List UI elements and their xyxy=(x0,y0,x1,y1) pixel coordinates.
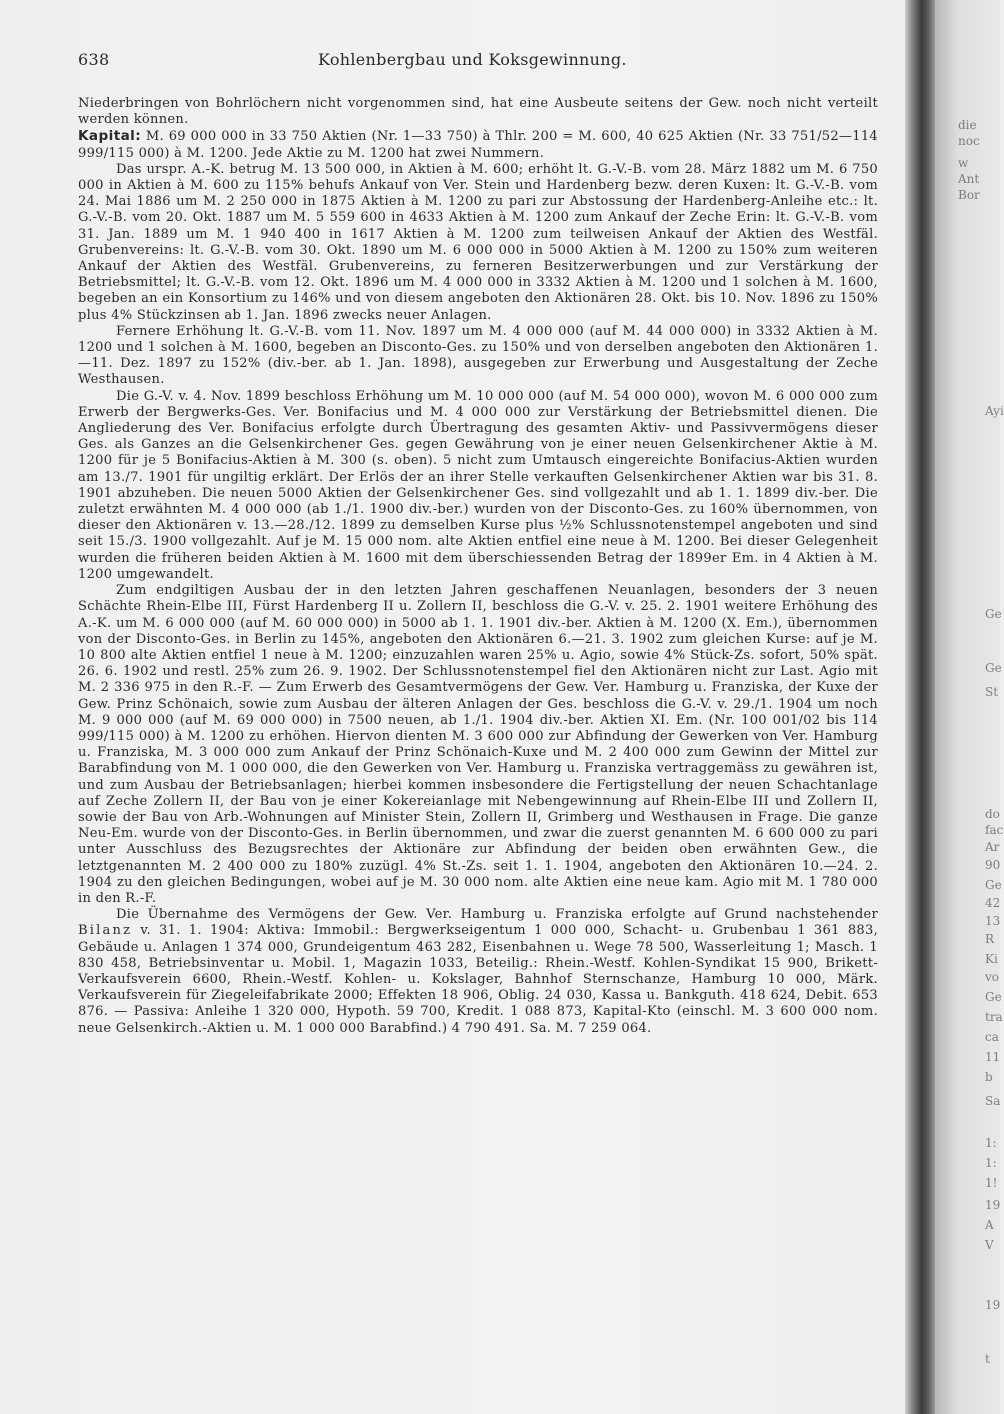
capital-text: M. 69 000 000 in 33 750 Aktien (Nr. 1—33 750) à Thlr. 200 = M. 600, 40 625 Aktien (Nr. 33 751/52—114 999/115 000) à M. 1200. Jede Aktie zu M. 1200 hat zwei Nummern. xyxy=(78,129,878,161)
capital-paragraph xyxy=(78,128,878,161)
facing-page-fragment: St xyxy=(985,685,999,699)
running-title: Kohlenbergbau und Koksgewinnung. xyxy=(318,50,627,69)
facing-page-fragment: 1! xyxy=(985,1176,998,1190)
facing-page-fragment: Ar xyxy=(985,840,1000,854)
facing-page-fragment: t xyxy=(985,1352,990,1366)
facing-page-fragment: 42 xyxy=(985,896,1001,910)
facing-page-fragment: 13 xyxy=(985,914,1001,928)
facing-page-fragment: vo xyxy=(985,970,1000,984)
capital-label: Kapital: xyxy=(78,128,142,145)
facing-page-fragment: R xyxy=(985,932,995,946)
facing-page-fragment: tra xyxy=(985,1010,1003,1024)
facing-page-fragment: Ge xyxy=(985,607,1002,621)
facing-page-fragment: Ayi xyxy=(985,404,1004,418)
paragraph-1901-1904-increase: Zum endgiltigen Ausbau der in den letzten Jahren geschaffenen Neuanlagen, besonders der 3 neuen Schächte Rhein-Elbe III, Fürst Hardenberg II u. Zollern II, beschloss die G.-V. v. 25. 2. 1901 weitere Erhöhung des A.-K. um M. 6 000 000 (auf M. 60 000 000) in 5000 ab 1. 1. 1901 div.-ber. Aktien à M. 1200 (X. Em.), übernommen von der Disconto-Ges. in Berlin zu 145%, angeboten den Aktionären 6.—21. 3. 1902 zum gleichen Kurse: auf je M. 10 800 alte Aktien entfiel 1 neue à M. 1200; einzuzahlen waren 25% u. Agio, sowie 4% Stück-Zs. sofort, 50% spät. 26. 6. 1902 und restl. 25% zum 26. 9. 1902. Der Schlussnotenstempel fiel den Aktionären nicht zur Last. Agio mit M. 2 336 975 in den R.-F. — Zum Erwerb des Gesamtvermögens der Gew. Ver. Hamburg u. Franziska, der Kuxe der Gew. Prinz Schönaich, sowie zum Ausbau der älteren Anlagen der Ges. beschloss die G.-V. v. 29./1. 1904 um noch M. 9 000 000 (auf M. 69 000 000) in 7500 neuen, ab 1./1. 1904 div.-ber. Aktien XI. Em. (Nr. 100 001/02 bis 114 999/115 000) à M. 1200 zu erhöhen. Hiervon dienten M. 3 600 000 zur Abfindung der Gewerken von Ver. Hamburg u. Franziska, M. 3 000 000 zum Ankauf der Prinz Schönaich-Kuxe und M. 2 400 000 zum Gewinn der Mittel zur Barabfindung von M. 1 000 000, die den Gewerken von Ver. Hamburg u. Franziska vertraggemäss zu gewähren ist, und zum Ausbau der Betriebsanlagen; hierbei kommen insbesondere die Fertigstellung der neuen Schachtanlage auf Zeche Zollern II, der Bau von je einer Kokereianlage mit Nebengewinnung auf Rhein-Elbe III und Zollern II, sowie der Bau von Arb.-Wohnungen auf Minister Stein, Zollern II, Grimberg und Westhausen in Frage. Die ganze Neu-Em. wurde von der Disconto-Ges. in Berlin übernommen, und zwar die zuerst genannten M. 6 600 000 zu pari unter Ausschluss des Bezugsrechtes der Aktionäre zur Abfindung der beiden oben erwähnten Gew., die letztgenannten M. 2 400 000 zu 180% zuzügl. 4% St.-Zs. seit 1. 1. 1904, angeboten den Aktionären 10.—24. 2. 1904 zu den gleichen Bedingungen, wobei auf je M. 30 000 nom. alte Aktien eine neue kam. Agio mit M. 1 780 000 in den R.-F. xyxy=(78,583,878,906)
facing-page-fragment: Bor xyxy=(958,188,980,202)
facing-page-fragment: w xyxy=(958,156,969,170)
facing-page-fragment: fac xyxy=(985,823,1004,837)
facing-page-fragment: Ki xyxy=(985,952,998,966)
facing-page-fragment: noc xyxy=(958,134,980,148)
facing-page-fragment: 19 xyxy=(985,1298,1001,1312)
facing-page-fragment: die xyxy=(958,118,977,132)
page-header xyxy=(78,50,878,74)
paragraph-share-history: Das urspr. A.-K. betrug M. 13 500 000, in Aktien à M. 600; erhöht lt. G.-V.-B. vom 28. März 1882 um M. 6 750 000 in Aktien à M. 600 zu 115% behufs Ankauf von Ver. Stein und Hardenberg bezw. deren Kuxen: lt. G.-V.-B. vom 24. Mai 1886 um M. 2 250 000 in 1875 Aktien à M. 1200 zu pari zur Abstossung der Hardenberg-Anleihe etc.: lt. G.-V.-B. vom 20. Okt. 1887 um M. 5 559 600 in 4633 Aktien à M. 1200 zum Ankauf der Zeche Erin: lt. G.-V.-B. vom 31. Jan. 1889 um M. 1 940 400 in 1617 Aktien à M. 1200 zum teilweisen Ankauf der Aktien des Westfäl. Grubenvereins: lt. G.-V.-B. vom 30. Okt. 1890 um M. 6 000 000 in 5000 Aktien à M. 1200 zu 150% zum weiteren Ankauf der Aktien des Westfäl. Grubenvereins, zu ferneren Besitzerwerbungen und zur Verstärkung der Betriebsmittel; lt. G.-V.-B. vom 12. Okt. 1896 um M. 4 000 000 in 3332 Aktien à M. 1200 und 1 solchen à M. 1600, begeben an ein Konsortium zu 146% und von diesem angeboten den Aktionären 28. Okt. bis 10. Nov. 1896 zu 150% plus 4% Stückzinsen ab 1. Jan. 1896 zwecks neuer Anlagen. xyxy=(78,161,878,323)
facing-page-fragment: 11 xyxy=(985,1050,1001,1064)
balance-heading: Bilanz xyxy=(78,923,133,939)
facing-page-fragment: 1: xyxy=(985,1136,997,1150)
facing-page-fragment: V xyxy=(985,1238,994,1252)
facing-page-fragment: Ge xyxy=(985,661,1002,675)
balance-details: v. 31. 1. 1904: Aktiva: Immobil.: Bergwerkseigentum 1 000 000, Schacht- u. Grubenbau 1 361 883, Gebäude u. Anlagen 1 374 000, Grundeigentum 463 282, Eisenbahnen u. Wege 78 500, Wasserleitung 1; Masch. 1 830 458, Betriebsinventar u. Mobil. 1, Magazin 1033, Beteilig.: Rhein.-Westf. Kohlen-Syndikat 15 900, Brikett-Verkaufsverein 6600, Rhein.-Westf. Kohlen- u. Kokslager, Bahnhof Sternschanze, Hamburg 10 000, Märk. Verkaufsverein für Ziegeleifabrikate 2000; Effekten 18 906, Oblig. 24 030, Kassa u. Bankguth. 418 624, Debit. 653 876. — Passiva: Anleihe 1 320 000, Hypoth. 59 700, Kredit. 1 088 873, Kapital-Kto (einschl. M. 3 600 000 nom. neue Gelsenkirch.-Aktien u. M. 1 000 000 Barabfind.) 4 790 491. Sa. M. 7 259 064. xyxy=(78,923,878,1036)
facing-page-fragment: Ge xyxy=(985,990,1002,1004)
paragraph-balance xyxy=(78,907,878,1037)
facing-page-fragment: Ant xyxy=(958,172,980,186)
facing-page-fragment: ca xyxy=(985,1030,999,1044)
body-text xyxy=(78,96,878,1037)
facing-page-fragment: A xyxy=(985,1218,994,1232)
facing-page-fragment: Sa xyxy=(985,1094,1001,1108)
paragraph-1897-increase: Fernere Erhöhung lt. G.-V.-B. vom 11. Nov. 1897 um M. 4 000 000 (auf M. 44 000 000) in 3332 Aktien à M. 1200 und 1 solchen à M. 1600, begeben an Disconto-Ges. zu 150% und von derselben angeboten den Aktionären 1.—11. Dez. 1897 zu 152% (div.-ber. ab 1. Jan. 1898), ausgegeben zur Erwerbung und Ausgestaltung der Zeche Westhausen. xyxy=(78,323,878,388)
page-number: 638 xyxy=(78,50,110,69)
facing-page-fragment: do xyxy=(985,807,1000,821)
paragraph-1899-increase: Die G.-V. v. 4. Nov. 1899 beschloss Erhöhung um M. 10 000 000 (auf M. 54 000 000), wovon M. 6 000 000 zum Erwerb der Bergwerks-Ges. Ver. Bonifacius und M. 4 000 000 zur Verstärkung der Betriebsmittel dienen. Die Angliederung des Ver. Bonifacius erfolgte durch Übertragung des gesamten Aktiv- und Passivvermögens dieser Ges. als Ganzes an die Gelsenkirchener Ges. gegen Gewährung von je einer neuen Gelsenkirchener Aktie à M. 1200 für je 5 Bonifacius-Aktien à M. 300 (s. oben). 5 nicht zum Umtausch eingereichte Bonifacius-Aktien wurden am 13./7. 1901 für ungiltig erklärt. Der Erlös der an ihrer Stelle verkauften Gelsenkirchener Aktien war bis 31. 8. 1901 abzuheben. Die neuen 5000 Aktien der Gelsenkirchener Ges. sind vollgezahlt und ab 1. 1. 1899 div.-ber. Die zuletzt erwähnten M. 4 000 000 (ab 1./1. 1900 div.-ber.) wurden von der Disconto-Ges. zu 160% übernommen, von dieser den Aktionären v. 13.—28./12. 1899 zu demselben Kurse plus ½% Schlussnotenstempel angeboten und sind seit 15./3. 1900 vollgezahlt. Auf je M. 15 000 nom. alte Aktien entfiel eine neue à M. 1200. Bei dieser Gelegenheit wurden die früheren beiden Aktien à M. 1600 mit dem überschiessenden Betrag der 1899er Em. in 4 Aktien à M. 1200 umgewandelt. xyxy=(78,388,878,582)
facing-page-fragment: b xyxy=(985,1070,993,1084)
facing-page-fragment: 90 xyxy=(985,858,1001,872)
facing-page-fragment: Ge xyxy=(985,878,1002,892)
intro-paragraph: Niederbringen von Bohrlöchern nicht vorgenommen sind, hat eine Ausbeute seitens der Gew. noch nicht verteilt werden können. xyxy=(78,96,878,128)
facing-page-fragment: 19 xyxy=(985,1198,1001,1212)
book-spine xyxy=(905,0,935,1414)
facing-page-fragment: 1: xyxy=(985,1156,997,1170)
balance-intro: Die Übernahme des Vermögens der Gew. Ver. Hamburg u. Franziska erfolgte auf Grund nachstehender xyxy=(116,907,878,923)
